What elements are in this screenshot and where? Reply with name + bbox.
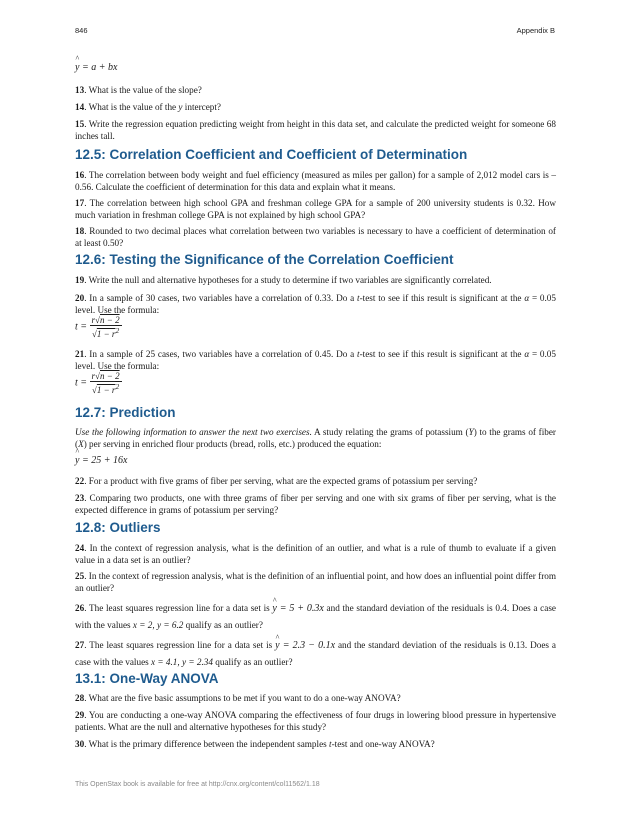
exercise-25: 25. In the context of regression analysis, what is the definition of an influential point, and how does an influential point differ from an outlier?: [75, 571, 556, 593]
exercise-17: 17. The correlation between high school GPA and freshman college GPA for a sample of 200 university students is 0.32. How much variation in freshman college GPA is not explained by high school GPA?: [75, 198, 556, 220]
exercise-16: 16. The correlation between body weight and fuel efficiency (measured as miles per gallon) for a sample of 2,012 model cars is –0.56. Calculate the coefficient of determination for this data and explain what it means.: [75, 170, 556, 192]
exercise-13: 13. What is the value of the slope?: [75, 85, 202, 95]
section-heading-12-6: 12.6: Testing the Significance of the Correlation Coefficient: [75, 252, 454, 267]
exercise-27: 27. The least squares regression line for a data set is ^ y = 2.3 − 0.1x and the standard deviation of the residuals is 0.13. Does a case with the values x = 4.1, y = 2.34 qualify as an outlier?: [75, 637, 556, 671]
t-test-formula: t = $\frac{r√n - 2}{√1 - r^2}$: [75, 315, 120, 339]
exercise-24: 24. In the context of regression analysis, what is the definition of an outlier, and what is a rule of thumb to evaluate if a given value in a data set is an outlier?: [75, 543, 556, 565]
page-number: 846: [75, 26, 88, 35]
exercise-23: 23. Comparing two products, one with three grams of fiber per serving and one with six grams of fiber per serving, what is the expected difference in grams of potassium per serving?: [75, 493, 556, 515]
exercise-21: 21. In a sample of 25 cases, two variables have a correlation of 0.45. Do a t-test to see if this result is significant at the α = 0.05 level. Use the formula:: [75, 349, 556, 371]
running-header: Appendix B: [516, 26, 555, 35]
exercise-18: 18. Rounded to two decimal places what correlation between two variables is necessary to have a coefficient of determination of at least 0.50?: [75, 226, 556, 248]
exercise-30: 30. What is the primary difference between the independent samples t-test and one-way ANOVA?: [75, 739, 435, 749]
section-heading-12-8: 12.8: Outliers: [75, 520, 161, 535]
t-test-formula-2: t = $\frac{r√n - 2}{√1 - r^2}$: [75, 371, 120, 395]
section-heading-12-7: 12.7: Prediction: [75, 405, 176, 420]
section-heading-13-1: 13.1: One-Way ANOVA: [75, 671, 219, 686]
prediction-intro: Use the following information to answer the next two exercises. A study relating the grams of potassium (Y) to the grams of fiber (X) per serving in enriched flour products (bread, rolls, etc.) produced the equation:: [75, 427, 556, 449]
exercise-29: 29. You are conducting a one-way ANOVA comparing the effectiveness of four drugs in lowering blood pressure in hypertensive patients. What are the null and alternative hypotheses for this study?: [75, 710, 556, 732]
exercise-15: 15. Write the regression equation predicting weight from height in this data set, and calculate the predicted weight for someone 68 inches tall.: [75, 119, 556, 141]
exercise-19: 19. Write the null and alternative hypotheses for a study to determine if two variables are significantly correlated.: [75, 275, 492, 285]
page-footer: This OpenStax book is available for free at http://cnx.org/content/col11562/1.18: [75, 781, 320, 788]
exercise-20: 20. In a sample of 30 cases, two variables have a correlation of 0.33. Do a t-test to see if this result is significant at the α = 0.05 level. Use the formula:: [75, 293, 556, 315]
prediction-equation: ^ y = 25 + 16x: [75, 455, 127, 466]
exercise-14: 14. What is the value of the y intercept?: [75, 102, 222, 112]
section-heading-12-5: 12.5: Correlation Coefficient and Coefficient of Determination: [75, 147, 468, 162]
exercise-22: 22. For a product with five grams of fiber per serving, what are the expected grams of potassium per serving?: [75, 476, 478, 486]
exercise-28: 28. What are the five basic assumptions to be met if you want to do a one-way ANOVA?: [75, 693, 401, 703]
regression-equation: ^ y = a + bx: [75, 62, 117, 73]
exercise-26: 26. The least squares regression line for a data set is ^ y = 5 + 0.3x and the standard deviation of the residuals is 0.4. Does a case with the values x = 2, y = 6.2 qualify as an outlier?: [75, 600, 556, 634]
